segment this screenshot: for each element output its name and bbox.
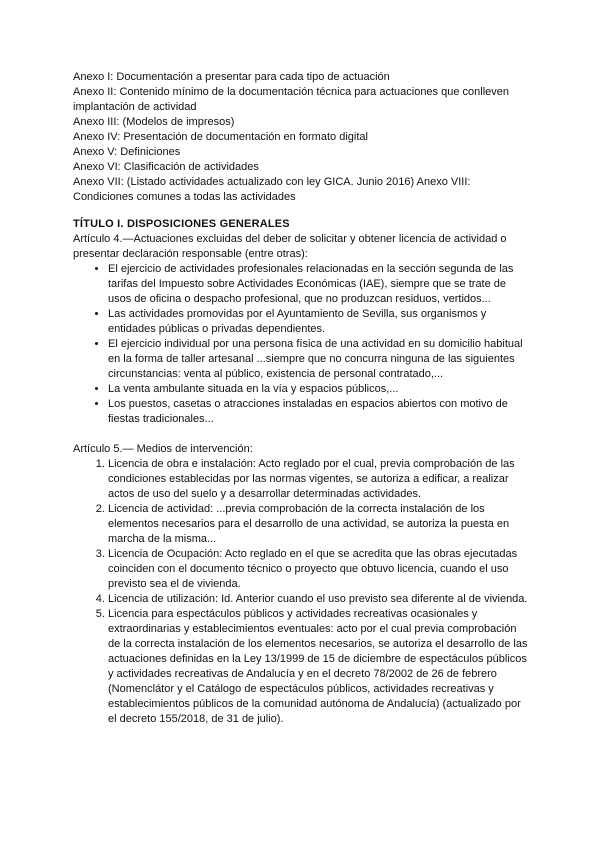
list-item: 1. Licencia de obra e instalación: Acto reglado por el cual, previa comprobación de las condiciones establecidas por las normas vigentes, se autoriza a edificar, a realizar actos de uso del suelo y a desarrollar determinadas actividades. bbox=[108, 457, 531, 502]
list-item: 5. Licencia para espectáculos públicos y actividades recreativas ocasionales y extraordinarias y establecimientos eventuales: acto por el cual previa comprobación de la correcta instalación de los elementos necesarios, se autoriza el desarrollo de las actuaciones definidas en la Ley 13/1999 de 15 de diciembre de espectáculos públicos y actividades recreativas de Andalucía y en el decreto 78/2002 de 26 de febrero (Nomenclátor y el Catálogo de espectáculos públicos, actividades recreativas y establecimientos públicos de la comunidad autónoma de Andalucía) (actualizado por el decreto 155/2018, de 31 de julio). bbox=[108, 607, 531, 727]
section-title: TÍTULO I. DISPOSICIONES GENERALES bbox=[73, 218, 290, 230]
list-item: • La venta ambulante situada en la vía y espacios públicos,... bbox=[108, 382, 531, 397]
annex-item: Anexo II: Contenido mínimo de la documentación técnica para actuaciones que conlleven implantación de actividad bbox=[73, 86, 509, 113]
annex-item: Anexo V: Definiciones bbox=[73, 146, 181, 158]
list-item: • Los puestos, casetas o atracciones instaladas en espacios abiertos con motivo de fiestas tradicionales... bbox=[108, 397, 531, 427]
list-item: • Las actividades promovidas por el Ayuntamiento de Sevilla, sus organismos y entidades públicas o privadas dependientes. bbox=[108, 307, 531, 337]
list-item: • El ejercicio de actividades profesionales relacionadas en la sección segunda de las tarifas del Impuesto sobre Actividades Económicas (IAE), siempre que se trate de usos de oficina o despacho profesional, que no produzcan residuos, vertidos... bbox=[108, 262, 531, 307]
list-item: 3. Licencia de Ocupación: Acto reglado en el que se acredita que las obras ejecutadas coinciden con el documento técnico o proyecto que obtuvo licencia, cuando el uso previsto sea el de vivienda. bbox=[108, 547, 531, 592]
annex-item: Anexo IV: Presentación de documentación en formato digital bbox=[73, 131, 368, 143]
annex-item: Anexo III: (Modelos de impresos) bbox=[73, 116, 235, 128]
list-item: • El ejercicio individual por una persona física de una actividad en su domicilio habitual en la forma de taller artesanal ...siempre que no concurra ninguna de las siguientes circunstancias: venta al público, existencia de personal contratado,... bbox=[108, 337, 531, 382]
article-5-heading: Artículo 5.— Medios de intervención: bbox=[73, 443, 253, 455]
annex-item: Anexo VII: (Listado actividades actualizado con ley GICA. Junio 2016) Anexo VIII: Condiciones comunes a todas las actividades bbox=[73, 176, 471, 203]
document-page bbox=[73, 70, 531, 727]
article-4-list bbox=[73, 262, 531, 427]
article-4-heading: Artículo 4.—Actuaciones excluidas del deber de solicitar y obtener licencia de actividad o presentar declaración responsable (entre otras): bbox=[73, 233, 507, 260]
annex-item: Anexo VI: Clasificación de actividades bbox=[73, 161, 259, 173]
article-5-list bbox=[73, 457, 531, 727]
annex-list bbox=[73, 70, 531, 205]
list-item: 2. Licencia de actividad: ...previa comprobación de la correcta instalación de los elementos necesarios para el desarrollo de una actividad, se autoriza la puesta en marcha de la misma... bbox=[108, 502, 531, 547]
annex-item: Anexo I: Documentación a presentar para cada tipo de actuación bbox=[73, 71, 390, 83]
list-item: 4. Licencia de utilización: Id. Anterior cuando el uso previsto sea diferente al de vivienda. bbox=[108, 592, 531, 607]
